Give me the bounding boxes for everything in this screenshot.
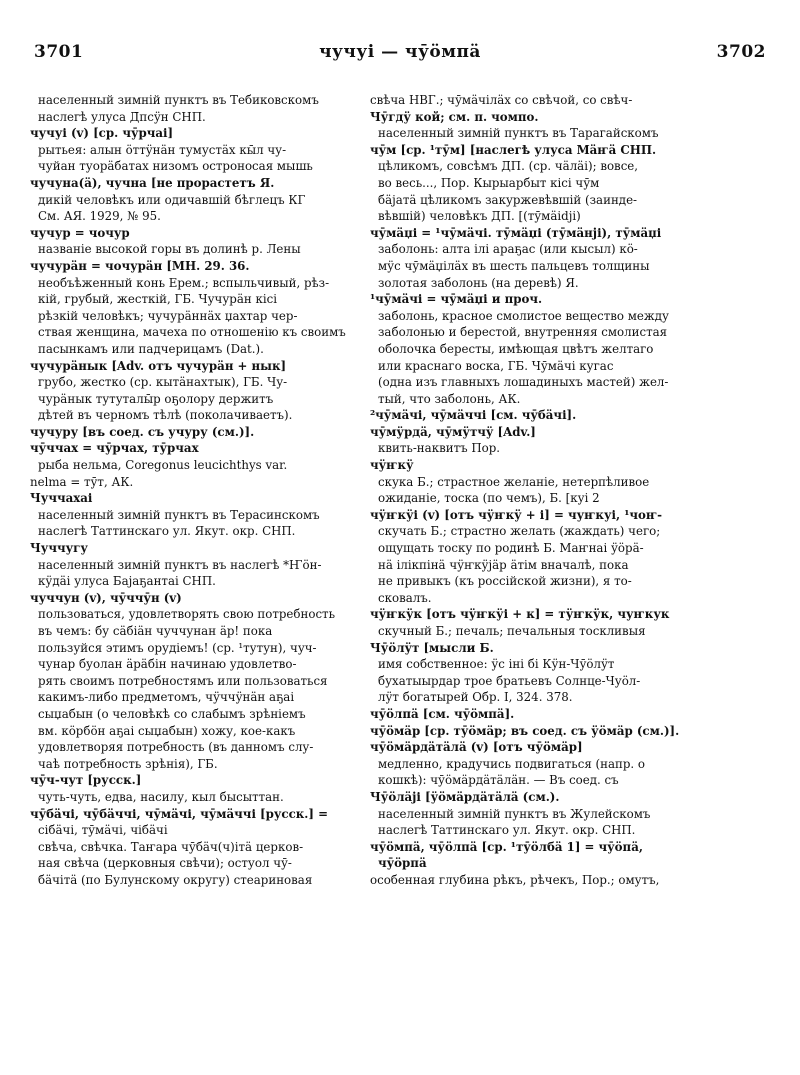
entry-text-line: во весь..., Пор. Кырыарбыт кісі чӯм xyxy=(378,175,600,190)
entry-text-line: медленно, крадучись подвигаться (напр. о xyxy=(378,756,646,771)
entry-text-line: свѣча, свѣчка. Таҥара чӯбӓч(ч)ітӓ церков- xyxy=(38,839,304,854)
entry-text-line: чаѣ потребность зрѣнія), ГБ. xyxy=(38,756,218,771)
entry-text-line: пользоваться, удовлетворять свою потребность xyxy=(38,607,335,622)
entry-text-line: сыџабын (о человѣкѣ со слабымъ зрѣніемъ xyxy=(38,706,306,721)
entry-text-line: (одна изъ главныхъ лошадиныхъ мастей) жел- xyxy=(378,375,669,390)
left-column xyxy=(30,92,364,889)
entry-text-line: чуйан туорӓбатах низомъ остроносая мышь xyxy=(38,159,313,174)
entry-headword-line: чучурӓн = чочурӓн [МН. 29. 36. xyxy=(30,258,250,273)
entry-headword-line: Чуччугу xyxy=(30,541,88,556)
entry-text-line: населенный зимній пунктъ въ наслегѣ *Ҥӧн- xyxy=(38,557,322,572)
page-running-title: чучуі — чӯӧмпӓ xyxy=(319,42,481,62)
entry-text-line: дикій человѣкъ или одичавшій бѣглецъ КГ xyxy=(38,192,306,207)
entry-text-line: чунар буолан ӓрӓбін начинаю удовлетво- xyxy=(38,657,297,672)
entry-text-line: наслегѣ Таттинскаго ул. Якут. окр. СНП. xyxy=(38,524,296,539)
entry-text-line: лӱт богатырей Обр. І, 324. 378. xyxy=(378,690,573,705)
right-column xyxy=(370,92,704,889)
entry-text-line: оболочка бересты, имѣющая цвѣтъ желтаго xyxy=(378,341,654,356)
entry-text-line: населенный зимній пунктъ въ Жулейскомъ xyxy=(378,806,651,821)
entry-text-line: наслегѣ Таттинскаго ул. Якут. окр. СНП. xyxy=(378,823,636,838)
entry-text-line: вѣвшій) человѣкъ ДП. [(тӯмӓіdjі) xyxy=(378,209,581,224)
entry-headword-line: чӯӧрпӓ xyxy=(378,856,427,871)
entry-text-line: кошкѣ): чӯӧмӓрдӓтӓлӓн. — Въ соед. съ xyxy=(378,773,619,788)
entry-headword-line: чӯмӓџі = ¹чӯмӓчі. тӯмӓџі (тӯмӓнjі), тӯмӓџі xyxy=(370,225,662,240)
entry-headword-line: Чӯгдӱ кой; см. п. чомпо. xyxy=(370,109,539,124)
entry-text-line: имя собственное: ӱс іні бі Кӱн-Чӯӧлӱт xyxy=(378,657,615,672)
entry-text-line: населенный зимній пунктъ въ Тарагайскомъ xyxy=(378,126,659,141)
entry-text-line: кій, грубый, жесткій, ГБ. Чучурӓн кісі xyxy=(38,292,278,307)
entry-headword-line: чӯм [ср. ¹тӯм] [наслегѣ улуса Мӓҥӓ СНП. xyxy=(370,142,657,157)
entry-text-line: См. АЯ. 1929, № 95. xyxy=(38,209,161,224)
entry-text-line: рыба нельма, Coregonus leucichthys var. xyxy=(38,458,288,473)
entry-headword-line: Чӯӧлӓjі [ӱӧмӓрдӓтӓлӓ (см.). xyxy=(370,789,560,804)
entry-text-line: сковалъ. xyxy=(378,590,432,605)
entry-text-line: ствая женщина, мачеха по отношенію къ своимъ xyxy=(38,325,346,340)
entry-headword-line: чӯччах = чӯрчах, тӯрчах xyxy=(30,441,199,456)
entry-headword-line: чуччун (v), чӯччӯн (v) xyxy=(30,590,182,605)
entry-text-line: пасынкамъ или падчерицамъ (Dat.). xyxy=(38,341,264,356)
entry-text-line: вм. кӧрбӧн аҕаі сыџабын) хожу, кое-какъ xyxy=(38,723,296,738)
entry-text-line: дѣтей въ черномъ тѣлѣ (поколачиваетъ). xyxy=(38,408,293,423)
entry-headword-line: чӯмӱрдӓ, чӯмӱтчӱ [Adv.] xyxy=(370,424,536,439)
entry-headword-line: чучурӓнык [Adv. отъ чучурӓн + нык] xyxy=(30,358,287,373)
entry-text-line: заболонь: алта ілі араҕас (или кысыл) кӧ- xyxy=(378,242,638,257)
entry-text-line: бухатыырдар трое братьевъ Солнце-Чуӧл- xyxy=(378,673,641,688)
entry-text-line: удовлетворяя потребность (въ данномъ слу- xyxy=(38,740,314,755)
entry-text-line: наслегѣ улуса Д̄псӱн СНП. xyxy=(38,109,206,124)
entry-headword-line: чӯӧлпӓ [см. чӯӧмпӓ]. xyxy=(370,706,515,721)
entry-text-line: чурӓнык тутуталы̄р оҕолору держитъ xyxy=(38,391,274,406)
entry-headword-line: чучур = чочур xyxy=(30,225,130,240)
entry-text-line: какимъ-либо предметомъ, чӱччӱнӓн аҕаі xyxy=(38,690,295,705)
entry-text-line: nelma = тӯт, АК. xyxy=(30,474,134,489)
entry-headword-line: чӯӧмӓрдӓтӓлӓ (v) [отъ чӯӧмӓр] xyxy=(370,740,583,755)
entry-text-line: бӓчітӓ (по Булунскому округу) стеариновая xyxy=(38,872,313,887)
entry-text-line: рытьея: алын ӧттӱнӓн тумустӓх кы̄л чу- xyxy=(38,142,287,157)
entry-text-line: рѣзкій человѣкъ; чучурӓннӓх џахтар чер- xyxy=(38,308,298,323)
entry-headword-line: чучуі (v) [ср. чӯрчаі] xyxy=(30,126,174,141)
entry-text-line: золотая заболонь (на деревѣ) Я. xyxy=(378,275,579,290)
entry-headword-line: чӱҥкӱі (v) [отъ чӱҥкӱ + і] = чуҥкуі, ¹чоҥ- xyxy=(370,507,663,522)
entry-text-line: особенная глубина рѣкъ, рѣчекъ, Пор.; омутъ, xyxy=(370,872,660,887)
entry-text-line: заболонью и берестой, внутренняя смолистая xyxy=(378,325,668,340)
entry-text-line: или краснаго воска, ГБ. Чӯмӓчі кугас xyxy=(378,358,614,373)
entry-text-line: сібӓчі, тӯмӓчі, чібӓчі xyxy=(38,823,168,838)
entry-text-line: нӓ ілікпінӓ чӱҥкӱjӓр ӓтім вначалѣ, пока xyxy=(378,557,629,572)
entry-text-line: квить-наквитъ Пор. xyxy=(378,441,501,456)
entry-text-line: грубо, жестко (ср. кытӓнахтык), ГБ. Чу- xyxy=(38,375,288,390)
entry-text-line: не привыкъ (къ россійской жизни), я то- xyxy=(378,574,632,589)
entry-headword-line: чӱҥкӱк [отъ чӱҥкӱі + к] = тӱҥкӱк, чуҥкук xyxy=(370,607,670,622)
entry-headword-line: чӱҥкӱ xyxy=(370,458,414,473)
entry-text-line: скука Б.; страстное желаніе, нетерпѣливое xyxy=(378,474,650,489)
entry-text-line: чуть-чуть, едва, насилу, кыл бысыттан. xyxy=(38,789,284,804)
entry-headword-line: чӯӧмӓр [ср. тӯӧмӓр; въ соед. съ ӱӧмӓр (см.)]. xyxy=(370,723,680,738)
entry-text-line: населенный зимній пунктъ въ Тебиковскомъ xyxy=(38,93,319,107)
entry-text-line: ощущать тоску по родинѣ Б. Маҥнаі ӱӧрӓ- xyxy=(378,541,644,556)
entry-text-line: ная свѣча (церковныя свѣчи); остуол чӯ- xyxy=(38,856,292,871)
entry-text-line: пользуйся этимъ орудіемъ! (ср. ¹тутун), чуч- xyxy=(38,640,317,655)
entry-text-line: цѣликомъ, совсѣмъ ДП. (ср. чӓлӓі); вовсе, xyxy=(378,159,639,174)
entry-text-line: скучать Б.; страстно желать (жаждать) чего; xyxy=(378,524,661,539)
entry-text-line: ожиданіе, тоска (по чемъ), Б. [куі 2 xyxy=(378,491,600,506)
entry-text-line: названіе высокой горы въ долинѣ р. Лены xyxy=(38,242,301,257)
entry-headword-line: чӯбӓчі, чӯбӓччі, чӯмӓчі, чӯмӓччі [русск.] = xyxy=(30,806,328,821)
entry-text-line: рять своимъ потребностямъ или пользоваться xyxy=(38,673,328,688)
entry-headword-line: Чӯӧлӱт [мысли Б. xyxy=(370,640,494,655)
entry-text-line: кӱдӓі улуса Баjаҕантаі СНП. xyxy=(38,574,216,589)
page-number-left: 3701 xyxy=(34,42,84,62)
entry-text-line: бӓjатӓ цѣликомъ закуржевѣвшій (заинде- xyxy=(378,192,638,207)
entry-text-line: заболонь, красное смолистое вещество между xyxy=(378,308,669,323)
entry-headword-line: чӯч-чут [русск.] xyxy=(30,773,142,788)
entry-headword-line: чучуру [въ соед. съ учуру (см.)]. xyxy=(30,424,255,439)
entry-headword-line: чучуна(ӓ), чучна [не прорастетъ Я. xyxy=(30,175,275,190)
entry-text-line: мӱс чӯмӓџілӓх въ шесть пальцевъ толщины xyxy=(378,258,650,273)
entry-text-line: населенный зимній пунктъ въ Терасинскомъ xyxy=(38,507,320,522)
entry-text-line: скучный Б.; печаль; печальныя тоскливыя xyxy=(378,624,646,638)
entry-headword-line: ¹чӯмӓчі = чӯмӓџі и проч. xyxy=(370,292,543,307)
entry-headword-line: ²чӯмӓчі, чӯмӓччі [см. чӯбӓчі]. xyxy=(370,408,577,423)
entry-text-line: тый, что заболонь, АК. xyxy=(378,391,521,406)
entry-headword-line: Чуччахаі xyxy=(30,491,93,506)
page-number-right: 3702 xyxy=(716,42,766,62)
entry-text-line: въ чемъ: бу сӓбіӓн чуччунан ӓр! пока xyxy=(38,624,273,638)
entry-text-line: необъѣженный конь Ерем.; вспыльчивый, рѣз- xyxy=(38,275,330,290)
entry-headword-line: чӯӧмпӓ, чӯӧлпӓ [ср. ¹тӯӧлбӓ 1] = чӯӧпӓ, xyxy=(370,839,643,854)
entry-text-line: свѣча НВГ.; чӯмӓчілӓх со свѣчой, со свѣч- xyxy=(370,93,633,107)
